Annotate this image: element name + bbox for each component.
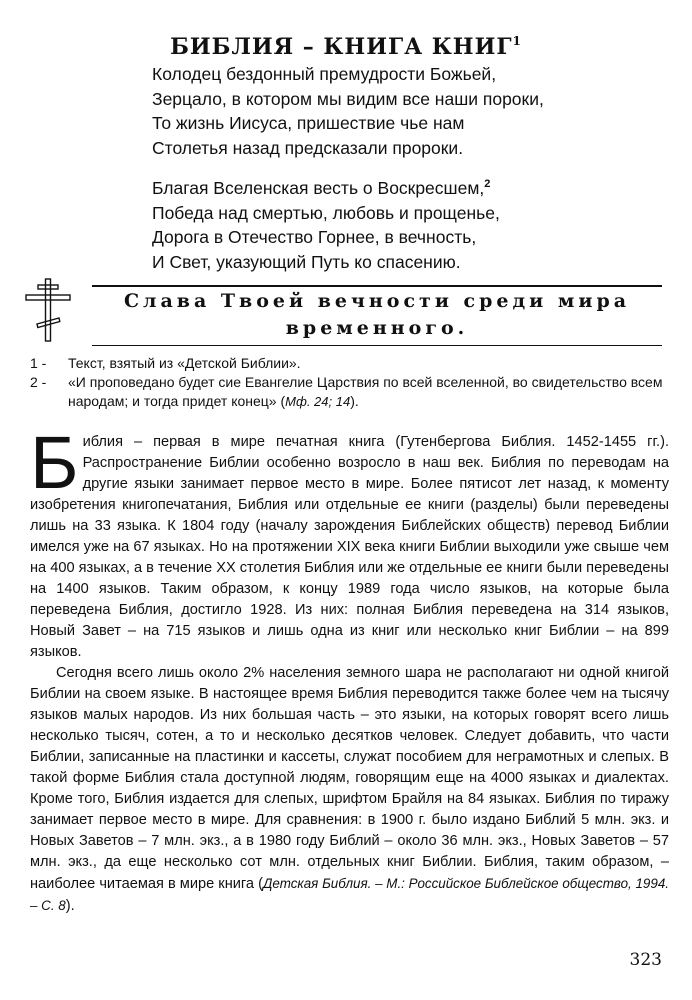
footnote-text-main: «И проповедано будет сие Евангелие Царствия по всей вселенной, во свидетельство всем народам; и тогда придет конец» ( xyxy=(68,374,663,409)
footnotes xyxy=(30,354,670,411)
poem-footnote-marker: 2 xyxy=(484,178,491,190)
footnote-text xyxy=(68,373,670,411)
page-title xyxy=(0,34,692,60)
orthodox-cross-icon xyxy=(24,278,72,342)
page-number: 323 xyxy=(629,950,662,970)
poem-line: То жизнь Иисуса, пришествие чье нам xyxy=(152,113,465,133)
article-body xyxy=(30,421,669,917)
paragraph-1-text: иблия – первая в мире печатная книга (Гутенбергова Библия. 1452-1455 гг.). Распространение Библии особенно возросло в наш век. Библия по переводам на другие языки занимает первое место в мире. Более пятисот лет назад, к моменту изобретения книгопечатания, Библия или отдельные ее книги (разделы) были переведены лишь на 33 языка. К 1804 году (началу зарождения Библейских обществ) перевод Библии имелся уже на 67 языках. Но на протяжении XIX века книги Библии выходили уже свыше чем на 400 языках, а в течение XX столетия Библия или же отдельные ее книги были переведены на 1400 языков. Таким образом, к концу 1989 года число языков, на которые была переведена Библия, достигло 1928. Из них: полная Библия переведена на 314 языков, Новый Завет – на 715 языков и лишь одна из книг или несколько книг Библии – на 899 языков. xyxy=(30,434,669,660)
title-text: БИБЛИЯ – КНИГА КНИГ xyxy=(170,34,513,60)
footnote-number: 2 - xyxy=(30,374,47,390)
banner-bottom-rule xyxy=(92,345,662,346)
paragraph-2-text: Сегодня всего лишь около 2% населения земного шара не располагают ни одной книгой Библии на своем языке. В настоящее время Библия переводится также более чем на тысячу языков малых народов. Из них большая часть – это языки, на которых говорят всего лишь несколько тысяч, сотен, а то и несколько десятков человек. Следует добавить, что части Библии, записанные на пластинки и кассеты, служат пособием для неграмотных и слепых. В такой форме Библия стала доступной людям, говорящим еще на 4000 языках и диалектах. Кроме того, Библия издается для слепых, шрифтом Брайля на 84 языках. Библия по тиражу занимает первое место в мире. Для сравнения: в 1900 г. было издано Библий 5 млн. экз. и Новых Заветов – 7 млн. экз., а в 1980 году Библий – около 36 млн. экз., Новых Заветов – 57 млн. экз., да еще несколько сот млн. отдельных книг Библии. Библия, таким образом, – наиболее читаемая в мире книга ( xyxy=(30,665,669,892)
poem-stanza-1 xyxy=(152,62,672,160)
poem-line: Зерцало, в котором мы видим все наши пороки, xyxy=(152,88,544,109)
footnote-2 xyxy=(30,373,670,411)
poem-line: Дорога в Отечество Горнее, в вечность, xyxy=(152,227,477,247)
footnote-text-tail: ). xyxy=(350,393,359,409)
poem-line: Колодец бездонный премудрости Божьей, xyxy=(152,64,497,84)
poem xyxy=(152,62,672,274)
citation-ref: Детская Библия. – М.: Российское Библейское общество, 1994. – С. 8 xyxy=(30,876,669,913)
paragraph-2 xyxy=(30,663,669,917)
paragraph-1 xyxy=(30,421,669,663)
title-footnote-marker: 1 xyxy=(512,34,522,48)
paragraph-2-tail: ). xyxy=(65,898,75,914)
poem-line: Победа над смертью, любовь и прощенье, xyxy=(152,202,500,223)
poem-line: Столетья назад предсказали пророки. xyxy=(152,137,464,158)
footnote-text: Текст, взятый из «Детской Библии». xyxy=(68,355,301,371)
footnote-number: 1 - xyxy=(30,355,47,371)
poem-line xyxy=(152,172,672,201)
poem-line-text: Благая Вселенская весть о Воскресшем, xyxy=(152,178,485,198)
poem-stanza-2 xyxy=(152,172,672,274)
footnote-1 xyxy=(30,354,670,373)
footnote-scripture-ref: Мф. 24; 14 xyxy=(285,394,351,409)
banner-motto xyxy=(92,288,662,342)
poem-line: И Свет, указующий Путь ко спасению. xyxy=(152,251,461,272)
banner-line-2: временного. xyxy=(285,317,469,339)
banner-line-1: Слава Твоей вечности среди мира xyxy=(123,290,631,312)
banner-top-rule xyxy=(92,285,662,287)
drop-cap: Б xyxy=(30,421,79,504)
